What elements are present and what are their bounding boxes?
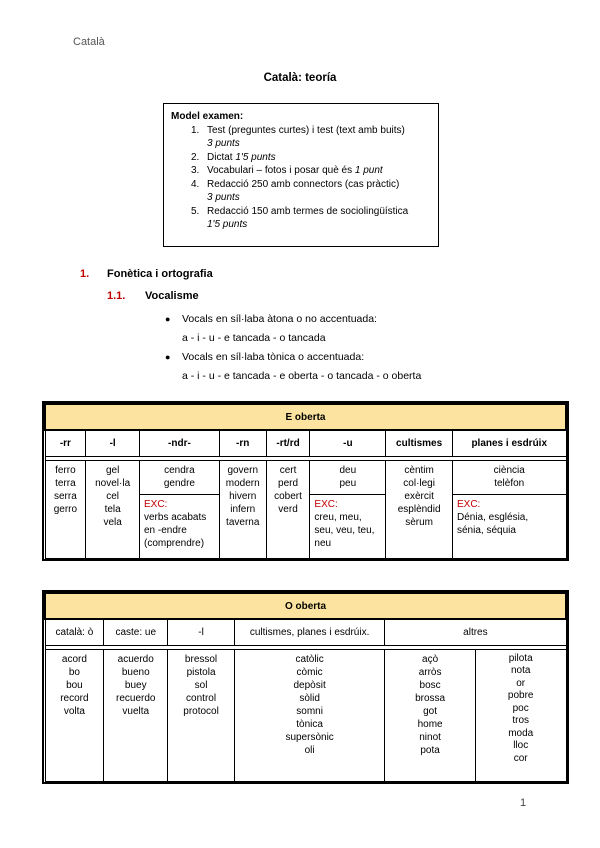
cell-u-top: deu peu (310, 460, 386, 494)
cell-cultismes: cèntim col·legi exèrcit esplèndid sèrum (386, 460, 453, 558)
bullet-dot-icon: ● (165, 314, 171, 324)
cell-l: bressol pistola sol control protocol (168, 649, 235, 781)
bullet-item: ● Vocals en síl·laba tònica o accentuada: (165, 348, 421, 367)
bullet-value: a - i - u - e tancada - e oberta - o tancada - o oberta (182, 370, 422, 382)
cell-caste: acuerdo bueno buey recuerdo vuelta (104, 649, 168, 781)
cell-ndr-top: cendra gendre (140, 460, 220, 494)
column-header: cultismes, planes i esdrúix. (234, 619, 384, 645)
cell-planes-top: ciència telèfon (452, 460, 566, 494)
page-title: Català: teoría (263, 72, 337, 84)
bullet-value: a - i - u - e tancada - o tancada (182, 332, 326, 344)
cell-u-exc: EXC: creu, meu, seu, veu, teu, neu (310, 494, 386, 558)
exam-item-3: 3. Vocabulari – fotos i posar què és 1 punt (191, 165, 383, 176)
cell-altres-2: pilota nota or pobre poc tros moda lloc cor (475, 649, 566, 781)
column-header: català: ò (45, 619, 104, 645)
bullet-dot-icon: ● (165, 352, 171, 362)
column-header: caste: ue (104, 619, 168, 645)
cell-altres-1: açò arròs bosc brossa got home ninot pota (385, 649, 476, 781)
cell-planes-exc: EXC: Dénia, església, sénia, séquia (452, 494, 566, 558)
exam-item-2: 2. Dictat 1'5 punts (191, 151, 276, 163)
exam-model-box (163, 103, 439, 247)
exam-item-5: 5. Redacció 150 amb termes de sociolingüística 1'5 punts (191, 205, 409, 230)
e-oberta-table (44, 403, 567, 559)
exam-item-1: 1. Test (preguntes curtes) i test (text amb buits) 3 punts (191, 124, 405, 149)
cell-ndr-exc: EXC: verbs acabats en -endre (comprendre) (140, 494, 220, 558)
exam-box-title: Model examen: (171, 111, 244, 122)
header-language: Català (73, 36, 105, 48)
page-number: 1 (520, 797, 527, 809)
column-header: altres (385, 619, 566, 645)
cell-catala: acord bo bou record volta (45, 649, 104, 781)
column-header: -u (310, 430, 386, 456)
column-header: -rn (219, 430, 266, 456)
cell-rn: govern modern hivern infern taverna (219, 460, 266, 558)
table-title: O oberta (45, 593, 566, 619)
column-header: -ndr- (140, 430, 220, 456)
cell-l: gel novel·la cel tela vela (86, 460, 140, 558)
section-heading-1-1: 1.1. Vocalisme (107, 290, 199, 302)
o-oberta-table (44, 592, 567, 782)
bullet-item: ● Vocals en síl·laba àtona o no accentuada: (165, 310, 421, 329)
vowel-bullets (165, 310, 421, 386)
column-header: cultismes (386, 430, 453, 456)
cell-rtrd: cert perd cobert verd (266, 460, 310, 558)
cell-rr: ferro terra serra gerro (45, 460, 86, 558)
column-header: planes i esdrúix (452, 430, 566, 456)
cell-cultismes: catòlic còmic depòsit sòlid somni tònica supersònic oli (234, 649, 384, 781)
table-title: E oberta (45, 404, 566, 430)
section-heading-1: 1. Fonètica i ortografia (80, 268, 213, 280)
column-header: -rr (45, 430, 86, 456)
column-header: -l (168, 619, 235, 645)
exam-item-4: 4. Redacció 250 amb connectors (cas pràctic) 3 punts (191, 178, 400, 203)
column-header: -l (86, 430, 140, 456)
column-header: -rt/rd (266, 430, 310, 456)
